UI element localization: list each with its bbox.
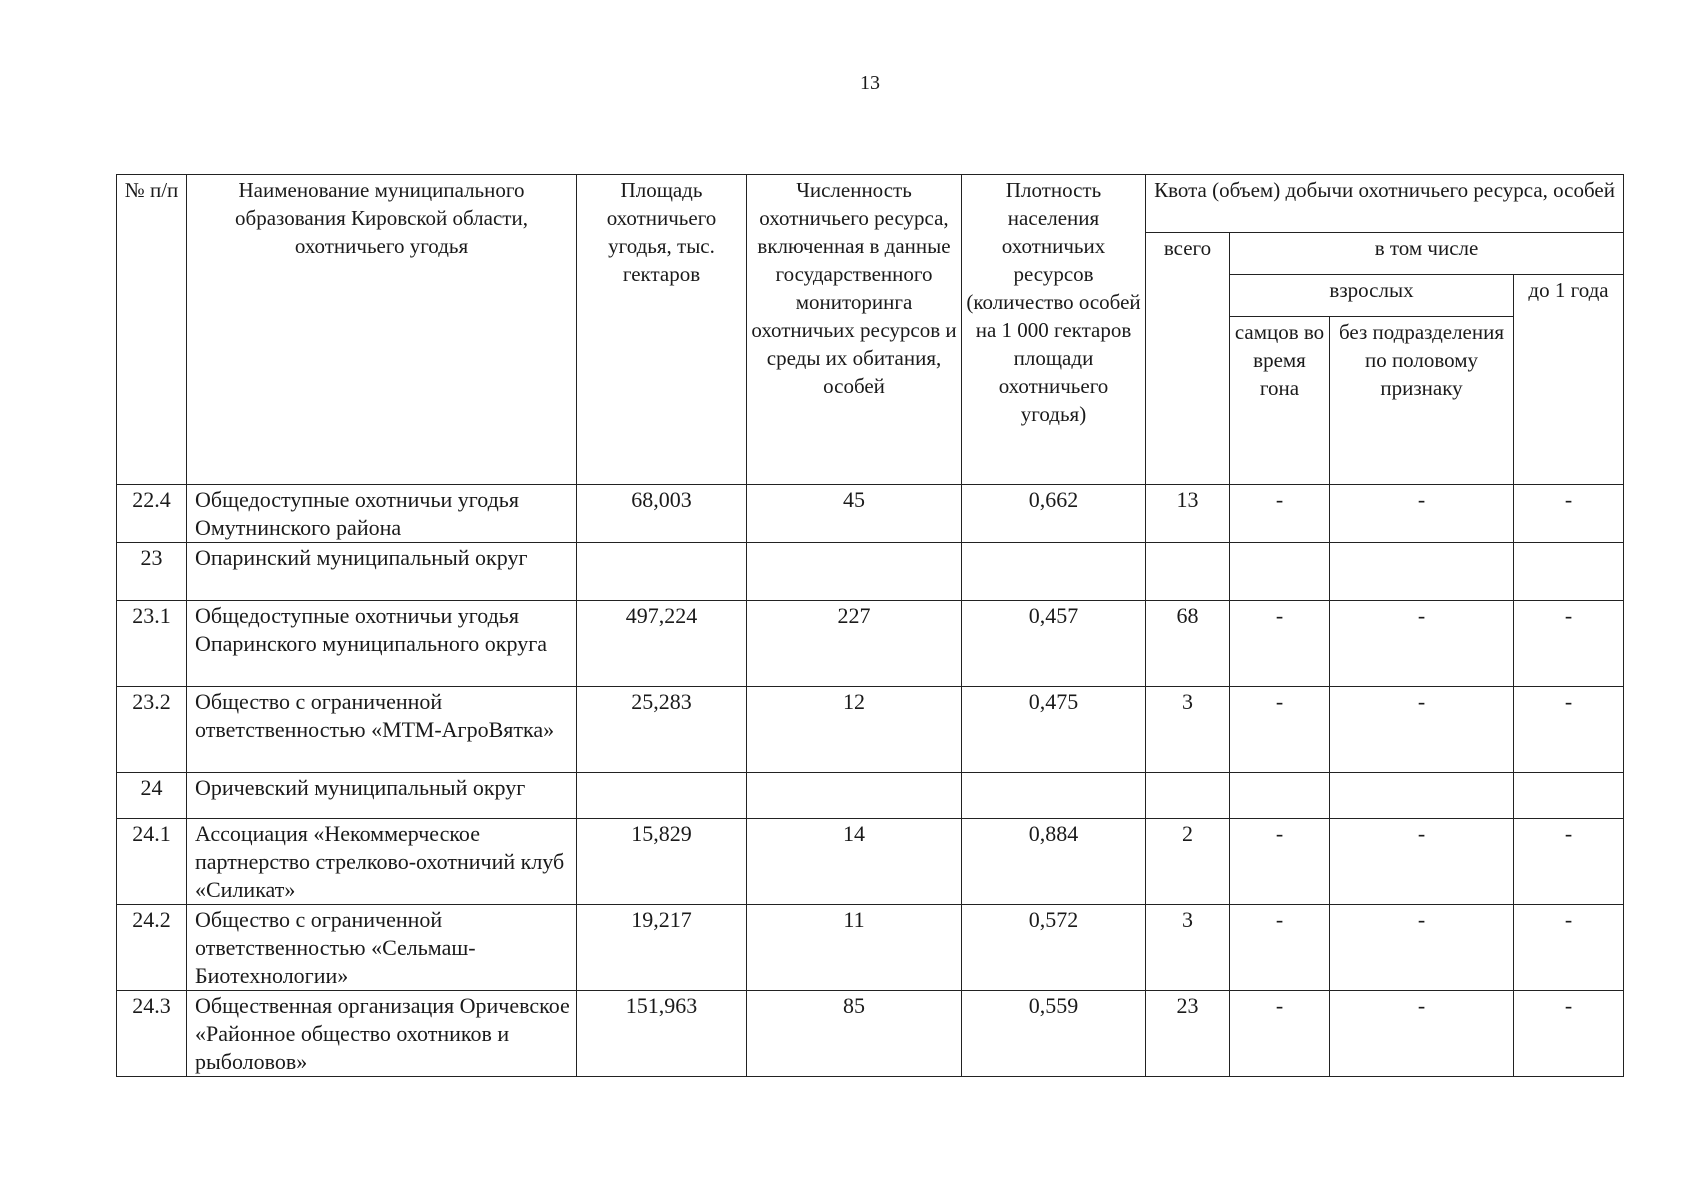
cell-males: - xyxy=(1230,687,1330,773)
header-density: Плотность населения охотничьих ресурсов (количество особей на 1 000 гектаров площади охотничьего угодья) xyxy=(962,175,1146,485)
header-including: в том числе xyxy=(1230,233,1624,275)
cell-under1: - xyxy=(1514,905,1624,991)
header-adults: взрослых xyxy=(1230,275,1514,317)
cell-name: Общедоступные охотничьи угодья Омутнинского района xyxy=(187,485,577,543)
cell-count: 14 xyxy=(747,819,962,905)
table-row xyxy=(117,991,1624,1077)
cell-num: 24.1 xyxy=(117,819,187,905)
cell-count: 85 xyxy=(747,991,962,1077)
table-row xyxy=(117,543,1624,601)
cell-num: 24.3 xyxy=(117,991,187,1077)
cell-under1 xyxy=(1514,773,1624,819)
cell-density: 0,559 xyxy=(962,991,1146,1077)
cell-count: 11 xyxy=(747,905,962,991)
header-total: всего xyxy=(1146,233,1230,485)
cell-num: 22.4 xyxy=(117,485,187,543)
table-row xyxy=(117,773,1624,819)
cell-density xyxy=(962,773,1146,819)
cell-under1: - xyxy=(1514,819,1624,905)
cell-area: 68,003 xyxy=(577,485,747,543)
cell-under1: - xyxy=(1514,687,1624,773)
cell-count: 227 xyxy=(747,601,962,687)
cell-males: - xyxy=(1230,819,1330,905)
cell-density xyxy=(962,543,1146,601)
header-name: Наименование муниципального образования Кировской области, охотничьего угодья xyxy=(187,175,577,485)
cell-name: Общество с ограниченной ответственностью «МТМ-АгроВятка» xyxy=(187,687,577,773)
cell-males: - xyxy=(1230,991,1330,1077)
cell-count: 45 xyxy=(747,485,962,543)
cell-total xyxy=(1146,543,1230,601)
cell-under1 xyxy=(1514,543,1624,601)
cell-males xyxy=(1230,543,1330,601)
cell-density: 0,475 xyxy=(962,687,1146,773)
cell-name: Общественная организация Оричевское «Районное общество охотников и рыболовов» xyxy=(187,991,577,1077)
table-row xyxy=(117,485,1624,543)
cell-num: 23.1 xyxy=(117,601,187,687)
cell-males: - xyxy=(1230,485,1330,543)
cell-area: 497,224 xyxy=(577,601,747,687)
cell-name: Общедоступные охотничьи угодья Опаринского муниципального округа xyxy=(187,601,577,687)
cell-total: 13 xyxy=(1146,485,1230,543)
cell-total: 2 xyxy=(1146,819,1230,905)
cell-nosex xyxy=(1330,773,1514,819)
table-row xyxy=(117,687,1624,773)
cell-count xyxy=(747,543,962,601)
cell-area: 15,829 xyxy=(577,819,747,905)
cell-total: 3 xyxy=(1146,905,1230,991)
cell-density: 0,457 xyxy=(962,601,1146,687)
cell-area xyxy=(577,773,747,819)
table-header xyxy=(117,175,1624,485)
header-under1: до 1 года xyxy=(1514,275,1624,485)
cell-area: 25,283 xyxy=(577,687,747,773)
cell-name: Оричевский муниципальный округ xyxy=(187,773,577,819)
cell-males xyxy=(1230,773,1330,819)
table-body xyxy=(117,485,1624,1077)
cell-area: 19,217 xyxy=(577,905,747,991)
cell-name: Ассоциация «Некоммерческое партнерство стрелково-охотничий клуб «Силикат» xyxy=(187,819,577,905)
cell-total: 68 xyxy=(1146,601,1230,687)
cell-area: 151,963 xyxy=(577,991,747,1077)
cell-count xyxy=(747,773,962,819)
cell-density: 0,884 xyxy=(962,819,1146,905)
cell-total: 23 xyxy=(1146,991,1230,1077)
header-males: самцов во время гона xyxy=(1230,317,1330,485)
cell-nosex: - xyxy=(1330,905,1514,991)
cell-nosex: - xyxy=(1330,485,1514,543)
header-nosex: без подразделения по половому признаку xyxy=(1330,317,1514,485)
cell-count: 12 xyxy=(747,687,962,773)
cell-density: 0,662 xyxy=(962,485,1146,543)
page-number: 13 xyxy=(860,72,880,94)
quota-table xyxy=(116,174,1624,1077)
cell-num: 23.2 xyxy=(117,687,187,773)
header-count: Численность охотничьего ресурса, включенная в данные государственного мониторинга охотничьих ресурсов и среды их обитания, особей xyxy=(747,175,962,485)
table-row xyxy=(117,905,1624,991)
cell-total xyxy=(1146,773,1230,819)
cell-males: - xyxy=(1230,601,1330,687)
cell-under1: - xyxy=(1514,485,1624,543)
cell-area xyxy=(577,543,747,601)
table-row xyxy=(117,819,1624,905)
cell-num: 23 xyxy=(117,543,187,601)
cell-nosex: - xyxy=(1330,991,1514,1077)
cell-num: 24.2 xyxy=(117,905,187,991)
cell-name: Общество с ограниченной ответственностью «Сельмаш-Биотехнологии» xyxy=(187,905,577,991)
cell-nosex xyxy=(1330,543,1514,601)
cell-name: Опаринский муниципальный округ xyxy=(187,543,577,601)
cell-density: 0,572 xyxy=(962,905,1146,991)
cell-nosex: - xyxy=(1330,819,1514,905)
cell-num: 24 xyxy=(117,773,187,819)
cell-total: 3 xyxy=(1146,687,1230,773)
cell-nosex: - xyxy=(1330,687,1514,773)
header-num: № п/п xyxy=(117,175,187,485)
table-row xyxy=(117,601,1624,687)
header-quota: Квота (объем) добычи охотничьего ресурса, особей xyxy=(1146,175,1624,233)
cell-under1: - xyxy=(1514,601,1624,687)
cell-males: - xyxy=(1230,905,1330,991)
cell-nosex: - xyxy=(1330,601,1514,687)
header-area: Площадь охотничьего угодья, тыс. гектаров xyxy=(577,175,747,485)
cell-under1: - xyxy=(1514,991,1624,1077)
